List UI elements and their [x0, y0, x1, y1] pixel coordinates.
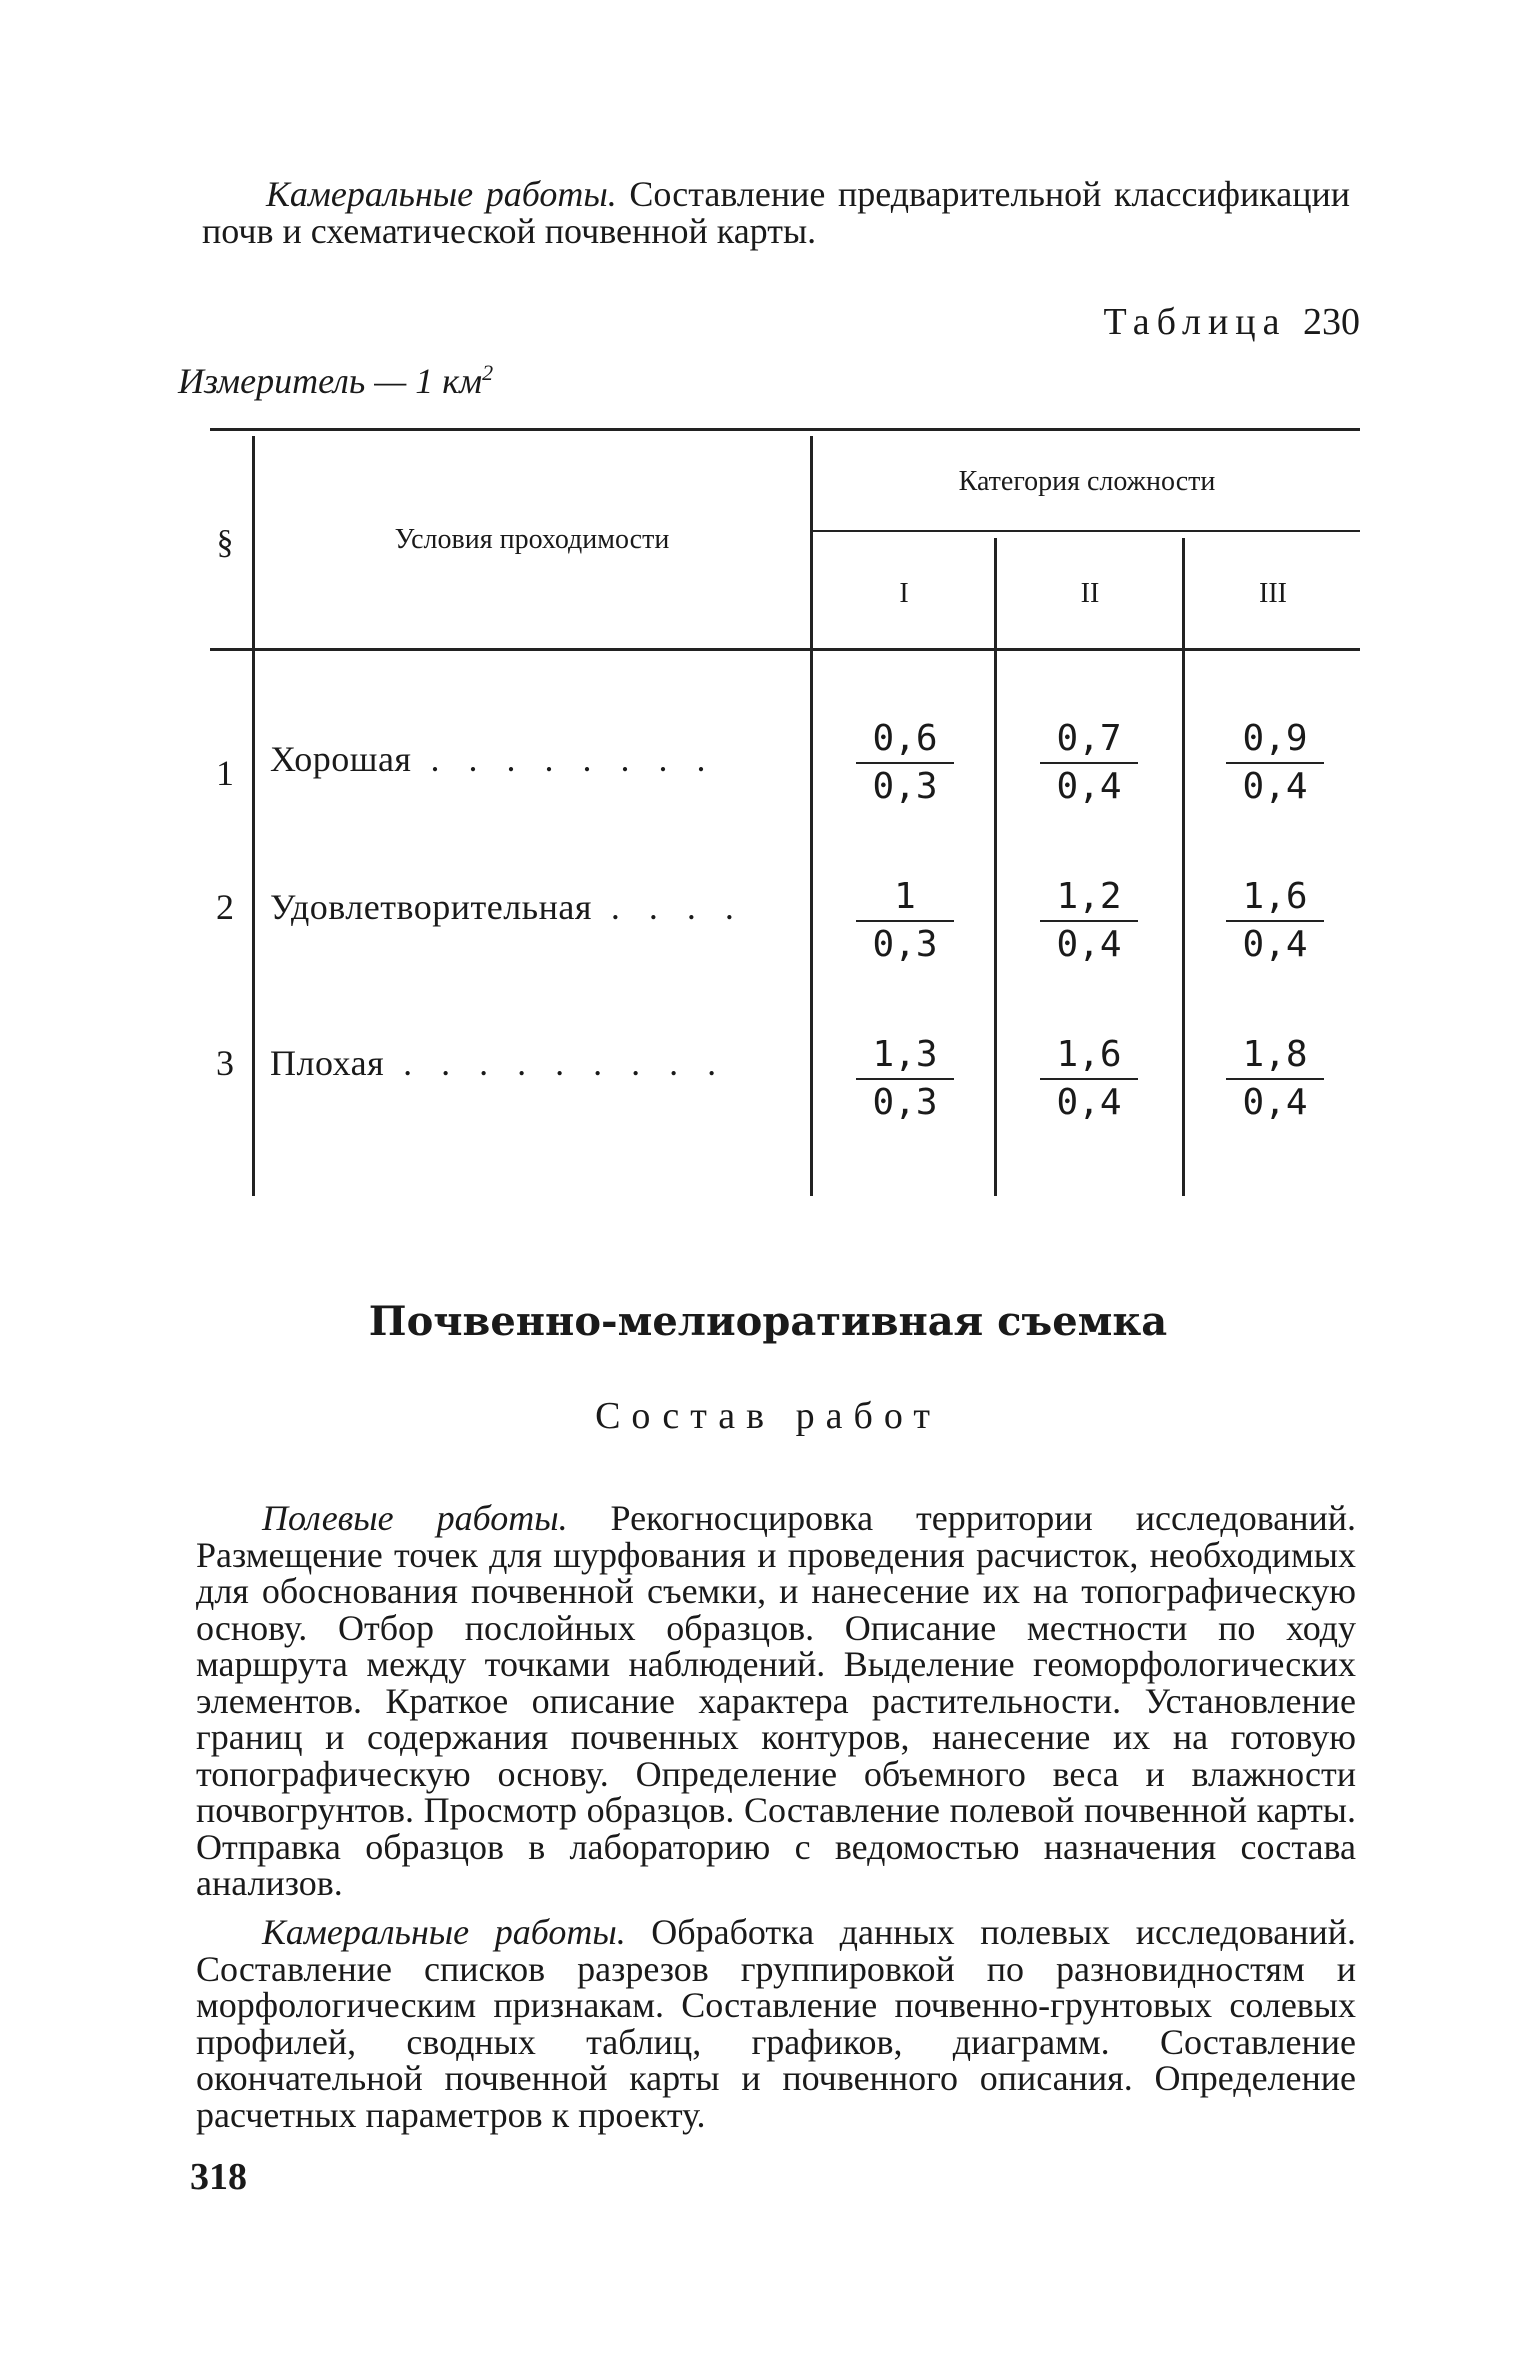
table-label	[1080, 300, 1360, 344]
table-category-rule	[812, 530, 1360, 532]
table-vline-section	[252, 436, 255, 1196]
table-vline-cat2	[1182, 538, 1185, 1196]
row-1-number: 1	[216, 753, 234, 793]
section-subheading: Состав работ	[595, 1395, 941, 1437]
intro-paragraph	[202, 176, 1350, 249]
table-unit	[178, 360, 493, 402]
field-work-paragraph	[196, 1500, 1356, 1902]
table-unit-text: Измеритель — 1 км	[178, 361, 483, 401]
row-1-condition-label: Хорошая	[270, 739, 412, 779]
field-work-lead: Полевые работы.	[262, 1498, 568, 1538]
table-top-rule	[210, 428, 1360, 431]
row-2-cat1-value: 1 0,3	[850, 874, 960, 968]
header-category-3: III	[1259, 578, 1287, 609]
office-work-text: Обработка данных полевых исследований. Составление списков разрезов группировкой по разновидностям и морфологическим признакам. Составление почвенно-грунтовых солевых профилей, сводных таблиц, графиков, диаграмм. Составление окончательной почвенной карты и почвенного описания. Определение расчетных параметров к проекту.	[196, 1912, 1357, 2135]
row-3-number: 3	[216, 1043, 234, 1083]
row-2-leader-dots: . . . .	[591, 887, 744, 927]
row-2-condition	[270, 886, 800, 928]
table-label-word: Таблица	[1103, 301, 1287, 343]
office-work-lead: Камеральные работы.	[262, 1912, 626, 1952]
row-1-condition	[270, 738, 800, 780]
row-2-cat3-value: 1,6 0,4	[1220, 874, 1330, 968]
table-header-rule	[210, 648, 1360, 651]
row-3-cat3-value: 1,8 0,4	[1220, 1032, 1330, 1126]
office-work-paragraph	[196, 1914, 1356, 2133]
row-3-cat1-value: 1,3 0,3	[850, 1032, 960, 1126]
intro-text: Составление предварительной классификации почв и схематической почвенной карты.	[202, 174, 1350, 251]
row-1-cat1-value: 0,6 0,3	[850, 716, 960, 810]
table-vline-condition	[810, 436, 813, 1196]
field-work-text: Рекогносцировка территории исследований. Размещение точек для шурфования и проведения расчисток, необходимых для обоснования почвенной съемки, и нанесение их на топографическую основу. Отбор послойных образцов. Описание местности по ходу маршрута между точками наблюдений. Выделение геоморфологических элементов. Краткое описание характера растительности. Установление границ и содержания почвенных контуров, нанесение их на готовую топографическую основу. Определение объемного веса и влажности почвогрунтов. Просмотр образцов. Составление полевой почвенной карты. Отправка образцов в лабораторию с ведомостью назначения состава анализов.	[196, 1498, 1357, 1903]
row-2-number: 2	[216, 887, 234, 927]
row-2-cat2-value: 1,2 0,4	[1034, 874, 1144, 968]
row-3-cat2-value: 1,6 0,4	[1034, 1032, 1144, 1126]
header-category: Категория сложности	[958, 466, 1216, 497]
row-3-condition-label: Плохая	[270, 1043, 385, 1083]
intro-lead: Камеральные работы.	[266, 174, 617, 214]
table-unit-exponent: 2	[482, 360, 494, 385]
table-vline-cat1	[994, 538, 997, 1196]
table-label-number: 230	[1303, 301, 1360, 343]
row-1-leader-dots: . . . . . . . .	[411, 739, 716, 779]
header-category-2: II	[1080, 578, 1100, 609]
section-heading: Почвенно-мелиоративная съемка	[368, 1298, 1168, 1345]
row-1-cat2-value: 0,7 0,4	[1034, 716, 1144, 810]
header-category-1: I	[899, 578, 909, 609]
row-1-cat3-value: 0,9 0,4	[1220, 716, 1330, 810]
header-section-symbol: §	[216, 524, 234, 561]
row-3-leader-dots: . . . . . . . . .	[384, 1043, 727, 1083]
header-condition: Условия проходимости	[394, 524, 670, 555]
page-number: 318	[190, 2156, 247, 2198]
row-3-condition	[270, 1042, 800, 1084]
row-2-condition-label: Удовлетворительная	[270, 887, 592, 927]
